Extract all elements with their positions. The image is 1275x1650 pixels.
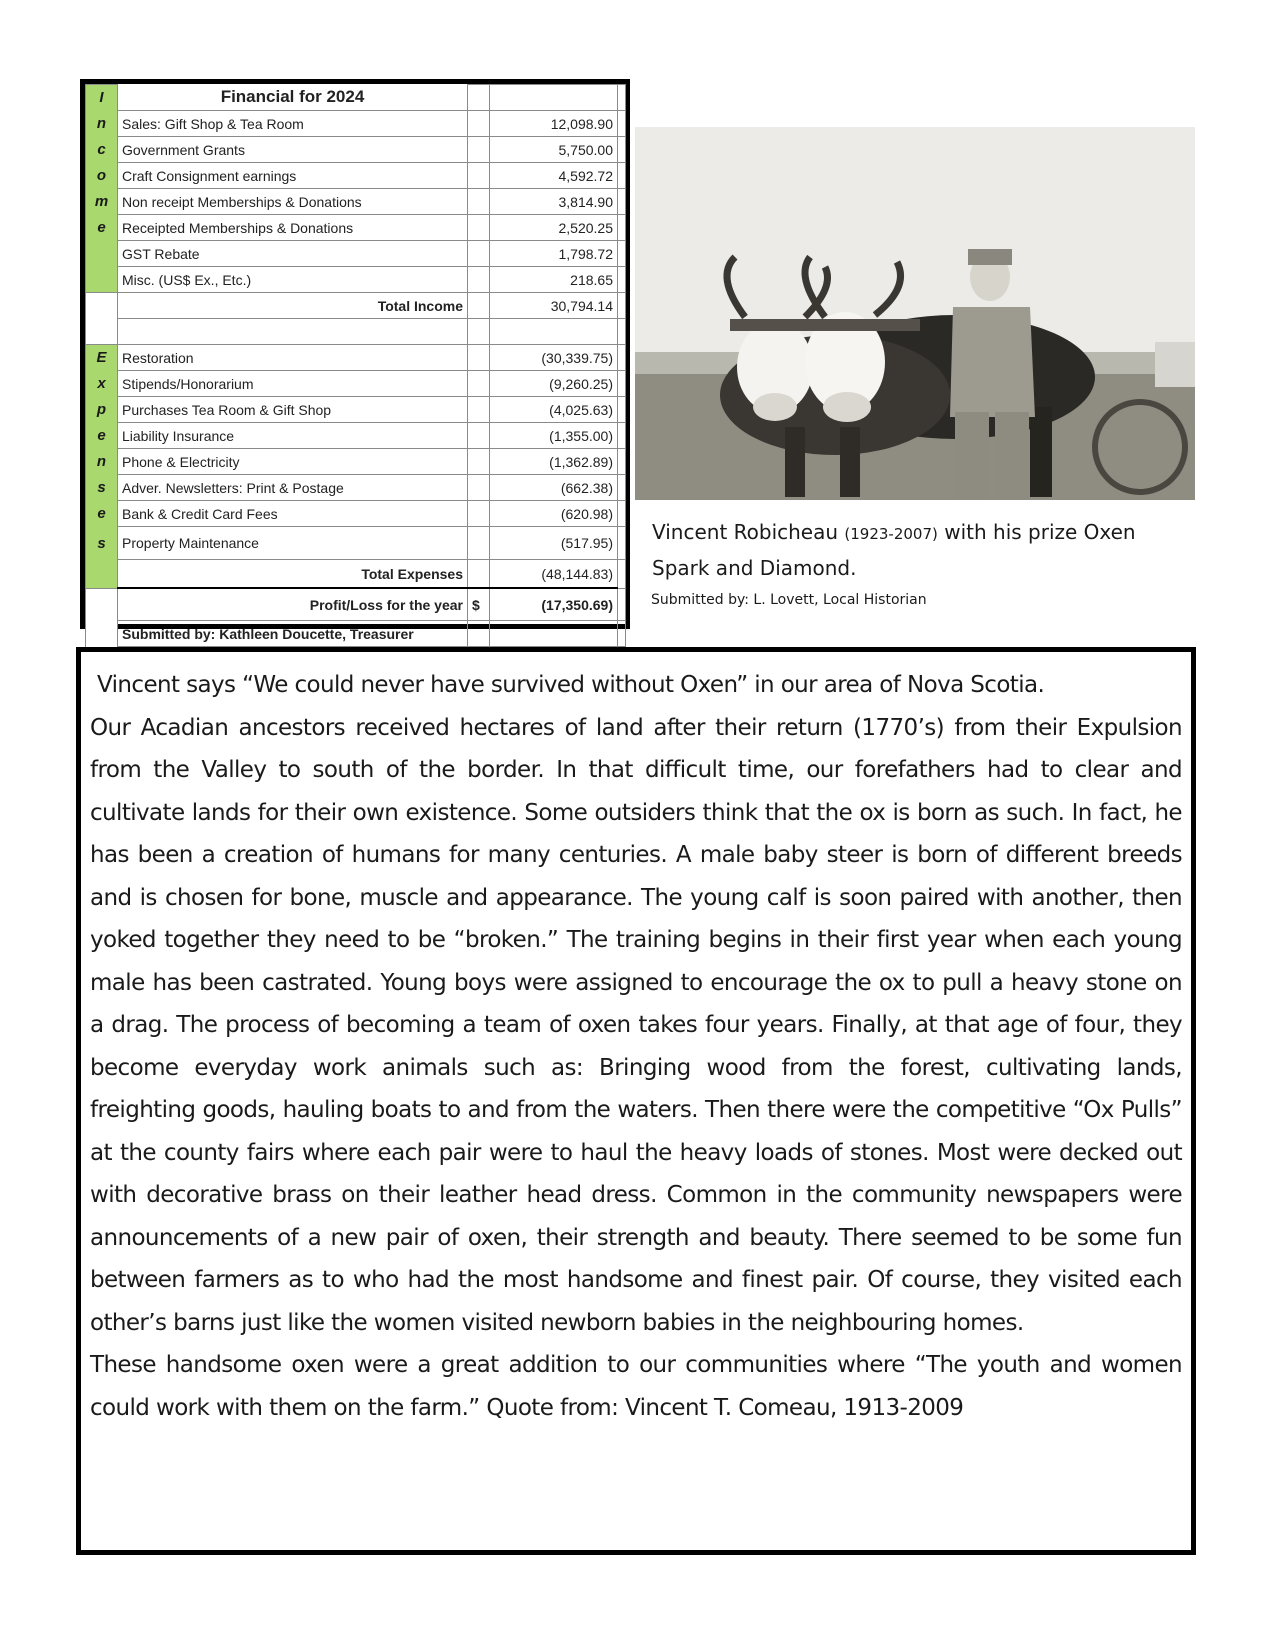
expenses-letter: n (86, 449, 118, 475)
caption-years: (1923-2007) (844, 525, 938, 543)
expenses-letter: x (86, 371, 118, 397)
expense-row-amount: (9,260.25) (490, 371, 618, 397)
income-row-amount: 218.65 (490, 267, 618, 293)
expense-row-label: Adver. Newsletters: Print & Postage (118, 475, 468, 501)
profit-loss-value: (17,350.69) (490, 588, 618, 621)
expenses-letter: s (86, 475, 118, 501)
expense-row-amount: (517.95) (490, 527, 618, 560)
photo-caption (652, 515, 1212, 585)
expense-row-amount: (662.38) (490, 475, 618, 501)
expense-row-label: Property Maintenance (118, 527, 468, 560)
total-income-label: Total Income (118, 293, 468, 319)
expenses-letter: e (86, 501, 118, 527)
expense-row-amount: (4,025.63) (490, 397, 618, 423)
income-letter: c (86, 137, 118, 163)
photo-credit: Submitted by: L. Lovett, Local Historian (651, 592, 927, 608)
expense-row-amount: (1,355.00) (490, 423, 618, 449)
caption-line1-rest: with his prize Oxen (944, 520, 1136, 544)
income-row-label: GST Rebate (118, 241, 468, 267)
income-row-label: Government Grants (118, 137, 468, 163)
income-letter: n (86, 111, 118, 137)
expenses-letter: e (86, 423, 118, 449)
expense-row-amount: (1,362.89) (490, 449, 618, 475)
income-row-amount: 1,798.72 (490, 241, 618, 267)
income-row-amount: 4,592.72 (490, 163, 618, 189)
income-row-label: Sales: Gift Shop & Tea Room (118, 111, 468, 137)
income-row-amount: 12,098.90 (490, 111, 618, 137)
expenses-letter: E (86, 345, 118, 371)
income-row-label: Craft Consignment earnings (118, 163, 468, 189)
article-box (76, 647, 1196, 1555)
oxen-photo-illustration (635, 127, 1195, 500)
income-letter: I (86, 85, 118, 111)
income-row-label: Non receipt Memberships & Donations (118, 189, 468, 215)
income-row-amount: 3,814.90 (490, 189, 618, 215)
income-letter: o (86, 163, 118, 189)
expense-row-label: Bank & Credit Card Fees (118, 501, 468, 527)
article-closing: These handsome oxen were a great addition to our communities where “The youth and women could work with them on the farm.” Quote from: Vincent T. Comeau, 1913-2009 (90, 1352, 1182, 1421)
total-income-value: 30,794.14 (490, 293, 618, 319)
article-body: Our Acadian ancestors received hectares of land after their return (1770’s) from their Expulsion from the Valley to south of the border. In that difficult time, our forefathers had to clear and cultivate lands for their own existence. Some outsiders think that the ox is born as such. In fact, he has been a creation of humans for many centuries. A male baby steer is born of different breeds and is chosen for bone, muscle and appearance. The young calf is soon paired with another, then yoked together they need to be “broken.” The training begins in their first year when each young male has been castrated. Young boys were assigned to encourage the ox to pull a heavy stone on a drag. The process of becoming a team of oxen takes four years. Finally, at that age of four, they become everyday work animals such as: Bringing wood from the forest, cultivating lands, freighting goods, hauling boats to and from the waters. Then there were the competitive “Ox Pulls” at the county fairs where each pair were to haul the heavy loads of stones. Most were decked out with decorative brass on their leather head dress. Common in the community newspapers were announcements of a new pair of oxen, their strength and beauty. There seemed to be some fun between farmers as to who had the most handsome and finest pair. Of course, they visited each other’s barns just like the women visited newborn babies in the neighbouring homes. (90, 714, 1182, 1336)
article-lead: Vincent says “We could never have survived without Oxen” in our area of Nova Scotia. (97, 672, 1045, 698)
total-expenses-value: (48,144.83) (490, 560, 618, 589)
expenses-letter: p (86, 397, 118, 423)
income-row-label: Receipted Memberships & Donations (118, 215, 468, 241)
expense-row-label: Liability Insurance (118, 423, 468, 449)
profit-currency: $ (468, 588, 490, 621)
expense-row-amount: (620.98) (490, 501, 618, 527)
financial-table (80, 79, 630, 642)
expense-row-label: Restoration (118, 345, 468, 371)
expense-row-label: Purchases Tea Room & Gift Shop (118, 397, 468, 423)
income-letter: e (86, 215, 118, 241)
profit-loss-label: Profit/Loss for the year (118, 588, 468, 621)
income-row-amount: 5,750.00 (490, 137, 618, 163)
expense-row-amount: (30,339.75) (490, 345, 618, 371)
expenses-letter: s (86, 527, 118, 560)
total-expenses-label: Total Expenses (118, 560, 468, 589)
caption-name: Vincent Robicheau (652, 520, 839, 544)
caption-line2: Spark and Diamond. (652, 556, 857, 580)
financial-title: Financial for 2024 (118, 85, 468, 111)
expense-row-label: Stipends/Honorarium (118, 371, 468, 397)
income-letter: m (86, 189, 118, 215)
expense-row-label: Phone & Electricity (118, 449, 468, 475)
income-row-label: Misc. (US$ Ex., Etc.) (118, 267, 468, 293)
income-row-amount: 2,520.25 (490, 215, 618, 241)
treasurer-credit: Submitted by: Kathleen Doucette, Treasurer (118, 621, 468, 647)
oxen-photo (635, 127, 1195, 500)
